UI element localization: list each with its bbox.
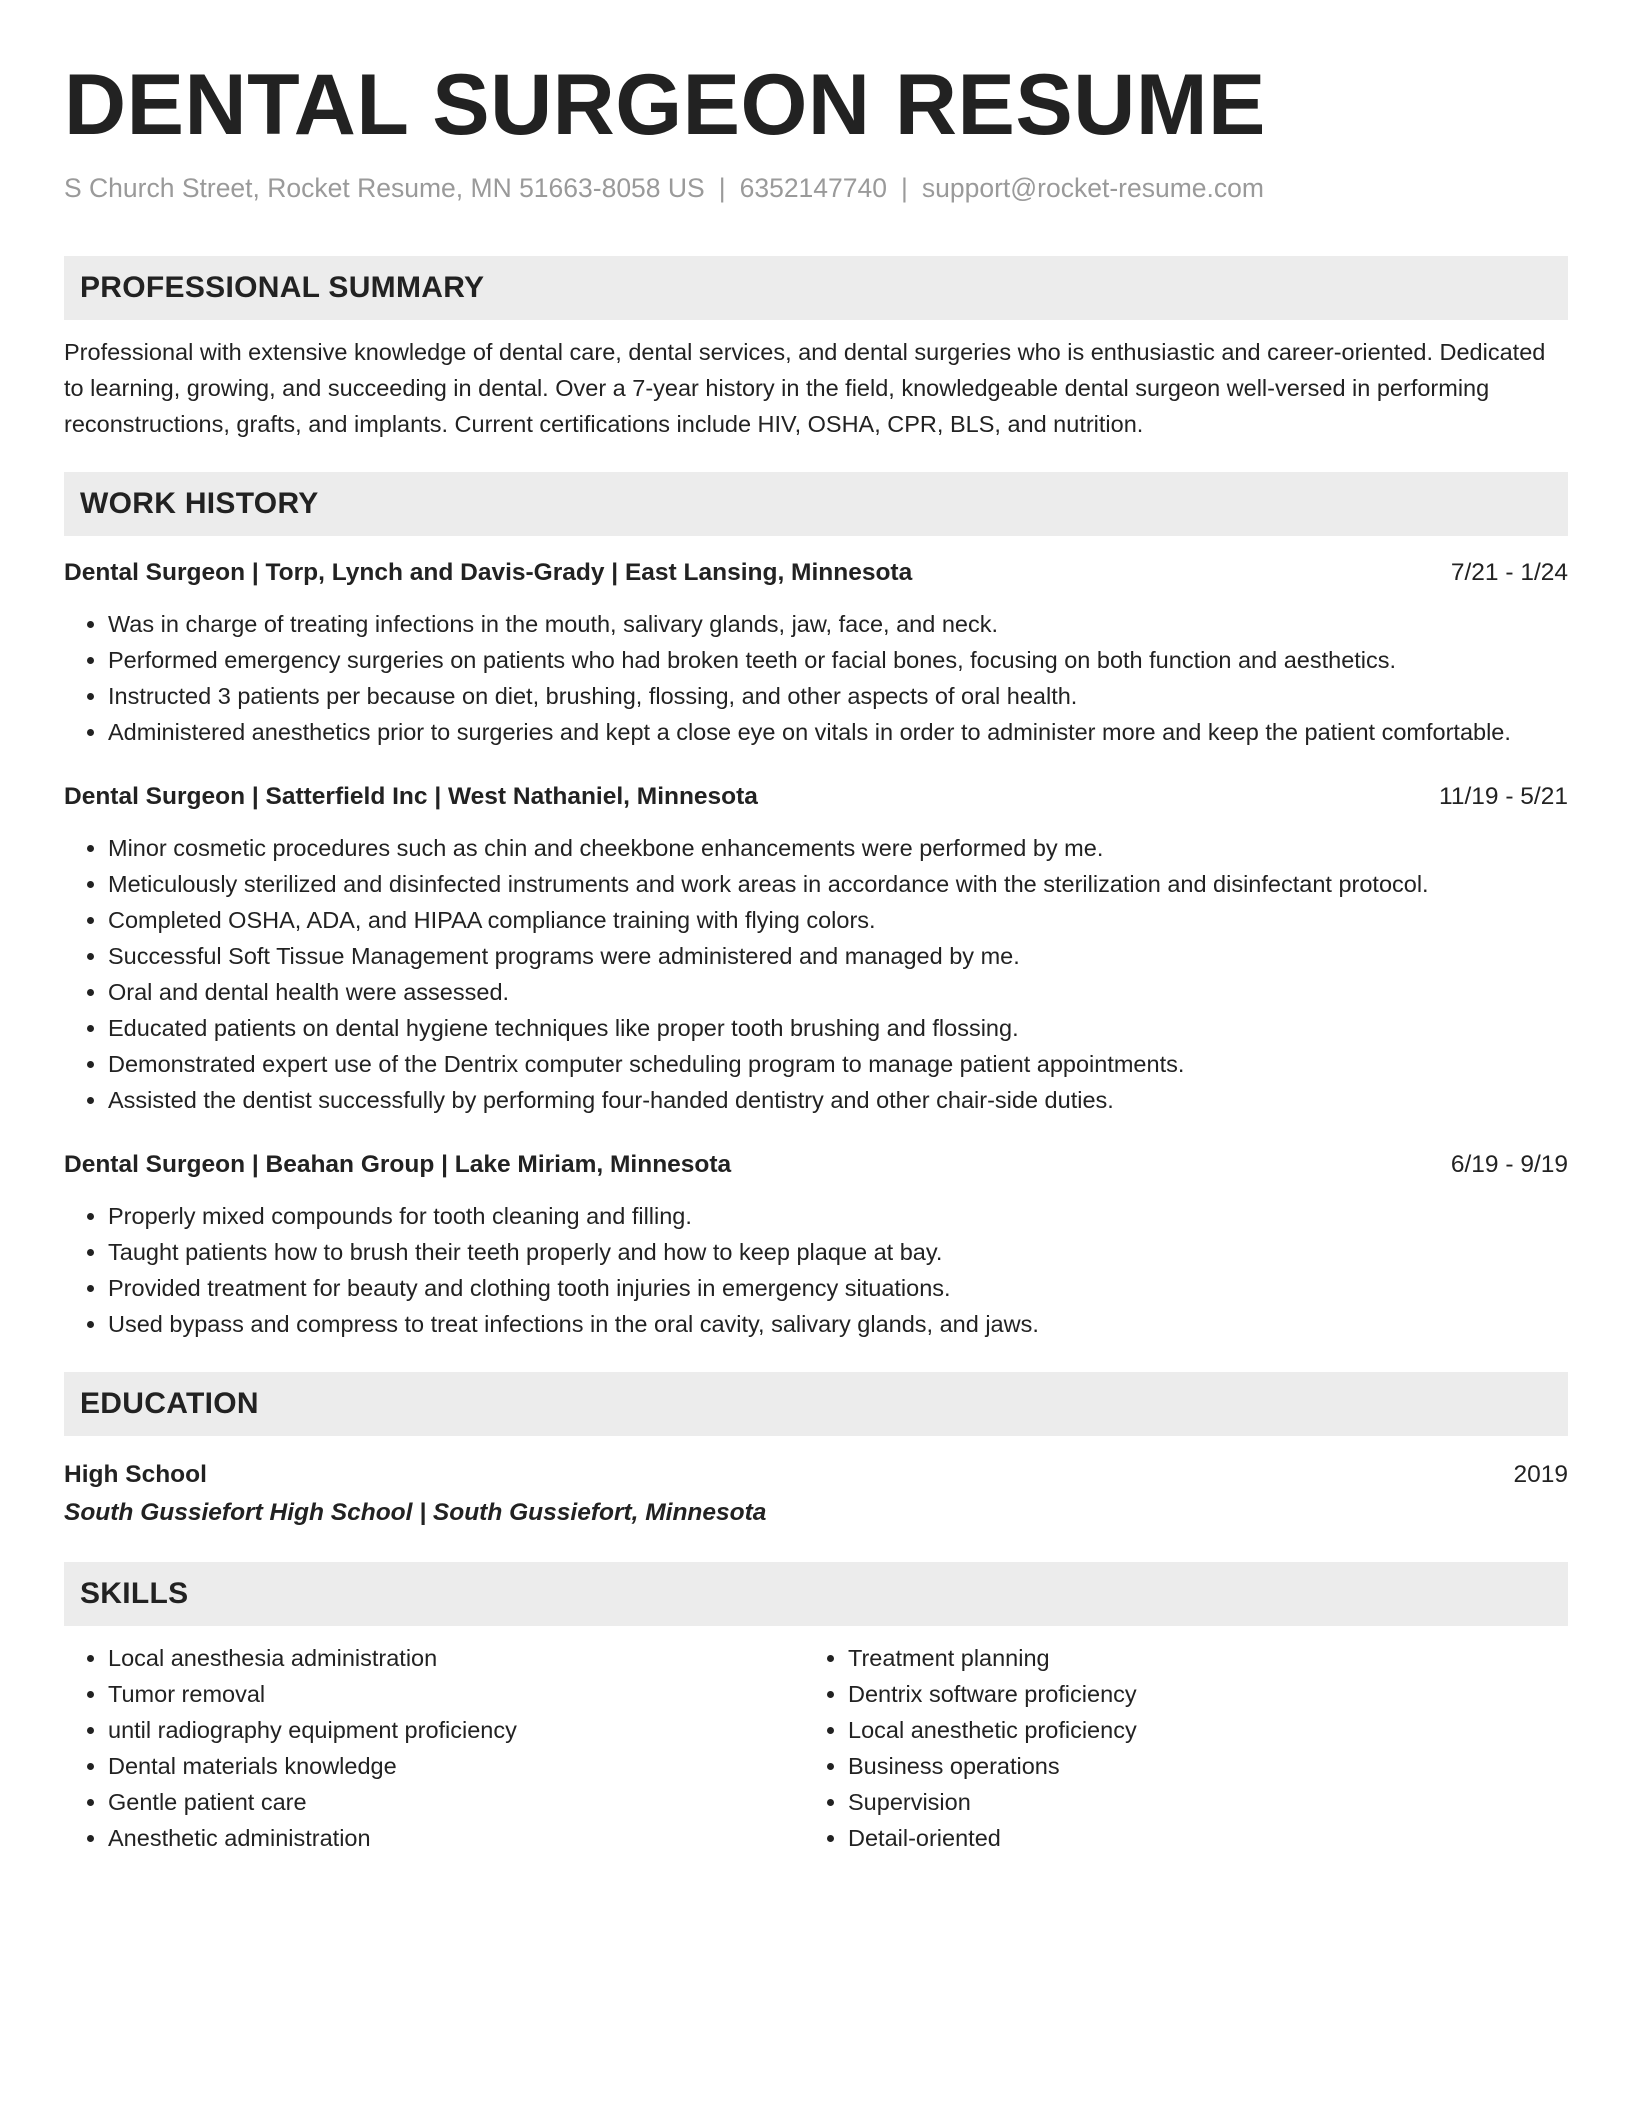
contact-address: S Church Street, Rocket Resume, MN 51663-8058 US (64, 172, 705, 203)
job-bullet: • Demonstrated expert use of the Dentrix computer scheduling program to manage patient appointments. (108, 1046, 1568, 1082)
job-bullet: • Administered anesthetics prior to surgeries and kept a close eye on vitals in order to administer more and keep the patient comfortable. (108, 714, 1568, 750)
job-bullet: • Successful Soft Tissue Management programs were administered and managed by me. (108, 938, 1568, 974)
contact-separator: | (718, 172, 726, 203)
job-bullet: • Used bypass and compress to treat infections in the oral cavity, salivary glands, and jaws. (108, 1306, 1568, 1342)
job-entry (64, 556, 1568, 750)
skill-item: • Detail-oriented (848, 1820, 1544, 1856)
job-title: Dental Surgeon | Beahan Group | Lake Miriam, Minnesota (64, 1150, 732, 1178)
job-header (64, 780, 1568, 814)
job-bullet: • Assisted the dentist successfully by performing four-handed dentistry and other chair-side duties. (108, 1082, 1568, 1118)
contact-phone: 6352147740 (739, 172, 887, 203)
contact-email: support@rocket-resume.com (921, 172, 1264, 203)
job-entry (64, 1148, 1568, 1342)
education-header (64, 1456, 1568, 1494)
job-bullets (64, 606, 1568, 750)
job-bullet: • Oral and dental health were assessed. (108, 974, 1568, 1010)
skill-item: • until radiography equipment proficiency (108, 1712, 804, 1748)
job-bullet: • Provided treatment for beauty and clothing tooth injuries in emergency situations. (108, 1270, 1568, 1306)
summary-heading: PROFESSIONAL SUMMARY (64, 256, 1568, 320)
job-bullet: • Was in charge of treating infections in the mouth, salivary glands, jaw, face, and neck. (108, 606, 1568, 642)
summary-text: Professional with extensive knowledge of dental care, dental services, and dental surgeries who is enthusiastic and career-oriented. Dedicated to learning, growing, and succeeding in dental. Over a 7-year history in the field, knowledgeable dental surgeon well-versed in performing reconstructions, grafts, and implants. Current certifications include HIV, OSHA, CPR, BLS, and nutrition. (64, 338, 1546, 437)
work-history-heading: WORK HISTORY (64, 472, 1568, 536)
job-bullet: • Instructed 3 patients per because on diet, brushing, flossing, and other aspects of oral health. (108, 678, 1568, 714)
job-bullets (64, 1198, 1568, 1342)
job-bullet: • Performed emergency surgeries on patients who had broken teeth or facial bones, focusing on both function and aesthetics. (108, 642, 1568, 678)
contact-line (64, 173, 1568, 204)
job-bullet: • Taught patients how to brush their teeth properly and how to keep plaque at bay. (108, 1234, 1568, 1270)
job-bullet: • Meticulously sterilized and disinfected instruments and work areas in accordance with the sterilization and disinfectant protocol. (108, 866, 1568, 902)
skill-item: • Gentle patient care (108, 1784, 804, 1820)
skill-item: • Local anesthesia administration (108, 1640, 804, 1676)
job-bullet: • Completed OSHA, ADA, and HIPAA compliance training with flying colors. (108, 902, 1568, 938)
skill-item: • Treatment planning (848, 1640, 1544, 1676)
skills-columns (64, 1640, 1568, 1856)
skill-item: • Supervision (848, 1784, 1544, 1820)
education-year: 2019 (1513, 1460, 1568, 1488)
skills-right-column (804, 1640, 1544, 1856)
resume-title: DENTAL SURGEON RESUME (64, 57, 1266, 153)
job-bullet: • Educated patients on dental hygiene techniques like proper tooth brushing and flossing. (108, 1010, 1568, 1046)
job-bullet: • Minor cosmetic procedures such as chin and cheekbone enhancements were performed by me. (108, 830, 1568, 866)
job-dates: 11/19 - 5/21 (1439, 782, 1568, 810)
skill-item: • Business operations (848, 1748, 1544, 1784)
job-title: Dental Surgeon | Satterfield Inc | West Nathaniel, Minnesota (64, 782, 758, 810)
skill-item: • Anesthetic administration (108, 1820, 804, 1856)
education-heading: EDUCATION (64, 1372, 1568, 1436)
job-header (64, 1148, 1568, 1182)
skill-item: • Local anesthetic proficiency (848, 1712, 1544, 1748)
skill-item: • Dental materials knowledge (108, 1748, 804, 1784)
skill-item: • Tumor removal (108, 1676, 804, 1712)
job-header (64, 556, 1568, 590)
job-dates: 6/19 - 9/19 (1450, 1150, 1568, 1178)
education-degree: High School (64, 1460, 207, 1488)
skills-heading: SKILLS (64, 1562, 1568, 1626)
job-dates: 7/21 - 1/24 (1450, 558, 1568, 586)
job-bullets (64, 830, 1568, 1118)
education-school: South Gussiefort High School | South Gussiefort, Minnesota (64, 1498, 767, 1526)
skill-item: • Dentrix software proficiency (848, 1676, 1544, 1712)
job-bullet: • Properly mixed compounds for tooth cleaning and filling. (108, 1198, 1568, 1234)
job-title: Dental Surgeon | Torp, Lynch and Davis-Grady | East Lansing, Minnesota (64, 558, 913, 586)
contact-separator: | (901, 172, 908, 203)
job-entry (64, 780, 1568, 1118)
skills-left-column (64, 1640, 804, 1856)
